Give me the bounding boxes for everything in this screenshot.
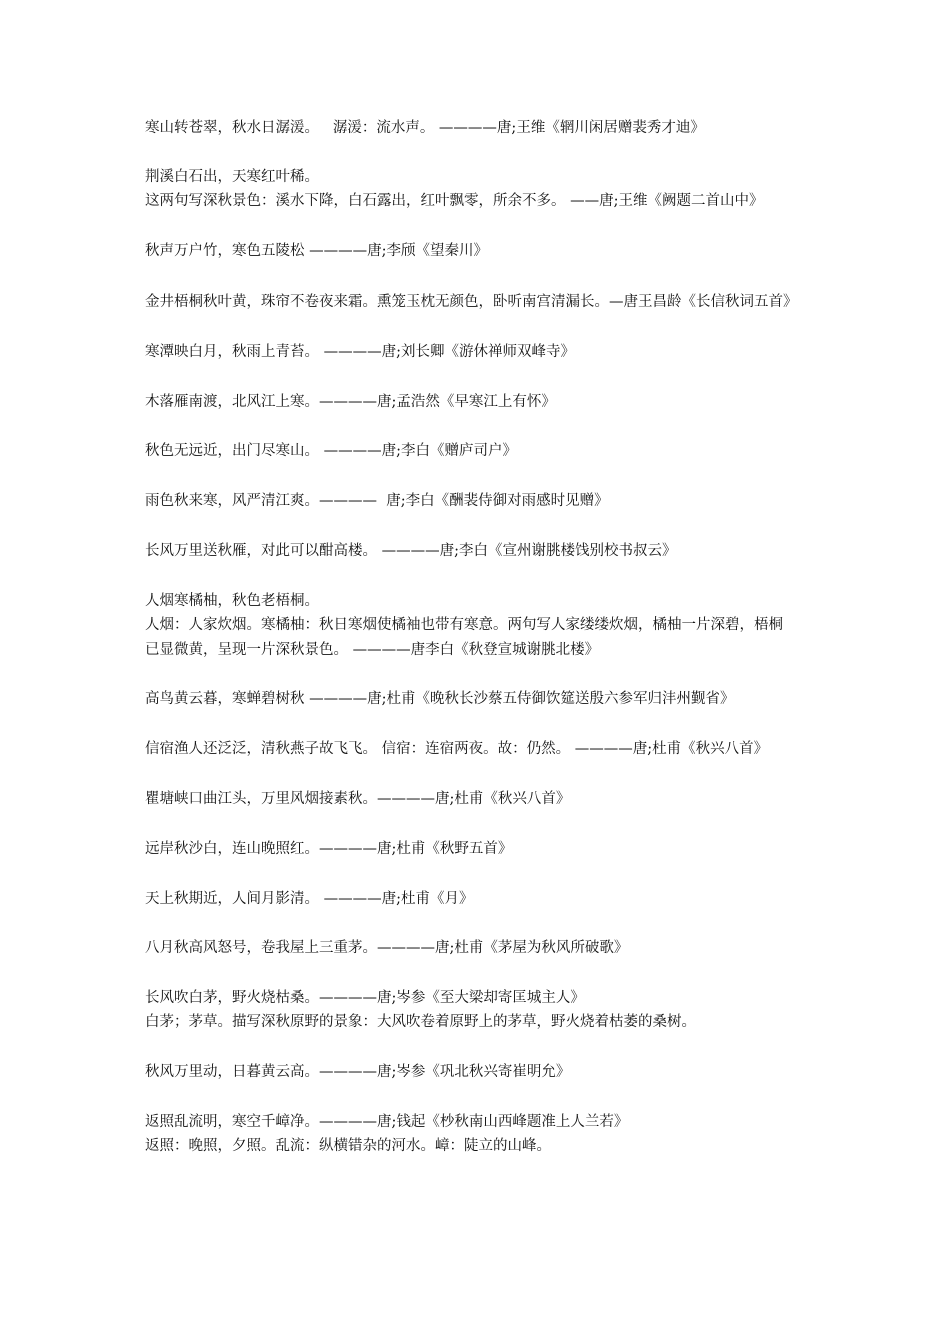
text-line: 秋声万户竹，寒色五陵松 ————唐;李颀《望秦川》 <box>145 243 488 259</box>
text-line: 木落雁南渡，北风江上寒。————唐;孟浩然《早寒江上有怀》 <box>145 394 556 410</box>
text-line: 寒山转苍翠，秋水日潺湲。 潺湲：流水声。 ————唐;王维《辋川闲居赠裴秀才迪》 <box>145 120 705 136</box>
text-line: 寒潭映白月，秋雨上青苔。 ————唐;刘长卿《游休禅师双峰寺》 <box>145 344 575 360</box>
text-line: 白茅；茅草。描写深秋原野的景象：大风吹卷着原野上的茅草，野火烧着枯萎的桑树。 <box>145 1014 696 1030</box>
text-line: 雨色秋来寒，风严清江爽。———— 唐;李白《酬裴侍御对雨感时见赠》 <box>145 493 609 509</box>
text-line: 这两句写深秋景色：溪水下降，白石露出，红叶飘零，所余不多。 ——唐;王维《阙题二首山中》 <box>145 193 764 209</box>
text-line: 返照：晚照，夕照。乱流：纵横错杂的河水。嶂：陡立的山峰。 <box>145 1138 551 1154</box>
text-line: 八月秋高风怒号，卷我屋上三重茅。————唐;杜甫《茅屋为秋风所破歌》 <box>145 940 629 956</box>
text-line: 荆溪白石出，天寒红叶稀。 <box>145 169 319 185</box>
text-line: 远岸秋沙白，连山晚照红。————唐;杜甫《秋野五首》 <box>145 841 513 857</box>
text-line: 人烟：人家炊烟。寒橘柚：秋日寒烟使橘袖也带有寒意。两句写人家缕缕炊烟，橘柚一片深碧，梧桐 <box>145 617 783 633</box>
text-line: 返照乱流明，寒空千嶂净。————唐;钱起《杪秋南山西峰题准上人兰若》 <box>145 1114 629 1130</box>
text-line: 秋色无远近，出门尽寒山。 ————唐;李白《赠庐司户》 <box>145 443 517 459</box>
text-line: 瞿塘峡口曲江头，万里风烟接素秋。————唐;杜甫《秋兴八首》 <box>145 791 571 807</box>
text-line: 信宿渔人还泛泛，清秋燕子故飞飞。 信宿：连宿两夜。故：仍然。 ————唐;杜甫《秋兴八首》 <box>145 741 769 757</box>
text-line: 金井梧桐秋叶黄，珠帘不卷夜来霜。熏笼玉枕无颜色，卧听南宫清漏长。—唐王昌龄《长信秋词五首》 <box>145 294 798 310</box>
document-page <box>145 0 905 1344</box>
text-line: 秋风万里动，日暮黄云高。————唐;岑参《巩北秋兴寄崔明允》 <box>145 1064 571 1080</box>
text-line: 长风万里送秋雁，对此可以酣高楼。 ————唐;李白《宣州谢朓楼饯别校书叔云》 <box>145 543 677 559</box>
text-line: 人烟寒橘柚，秋色老梧桐。 <box>145 593 319 609</box>
text-line: 已显微黄，呈现一片深秋景色。 ————唐李白《秋登宣城谢朓北楼》 <box>145 642 600 658</box>
text-line: 长风吹白茅，野火烧枯桑。————唐;岑参《至大梁却寄匡城主人》 <box>145 990 585 1006</box>
text-line: 天上秋期近，人间月影清。 ————唐;杜甫《月》 <box>145 891 474 907</box>
text-line: 高鸟黄云暮，寒蝉碧树秋 ————唐;杜甫《晚秋长沙蔡五侍御饮筵送殷六参军归沣州觐省》 <box>145 691 735 707</box>
